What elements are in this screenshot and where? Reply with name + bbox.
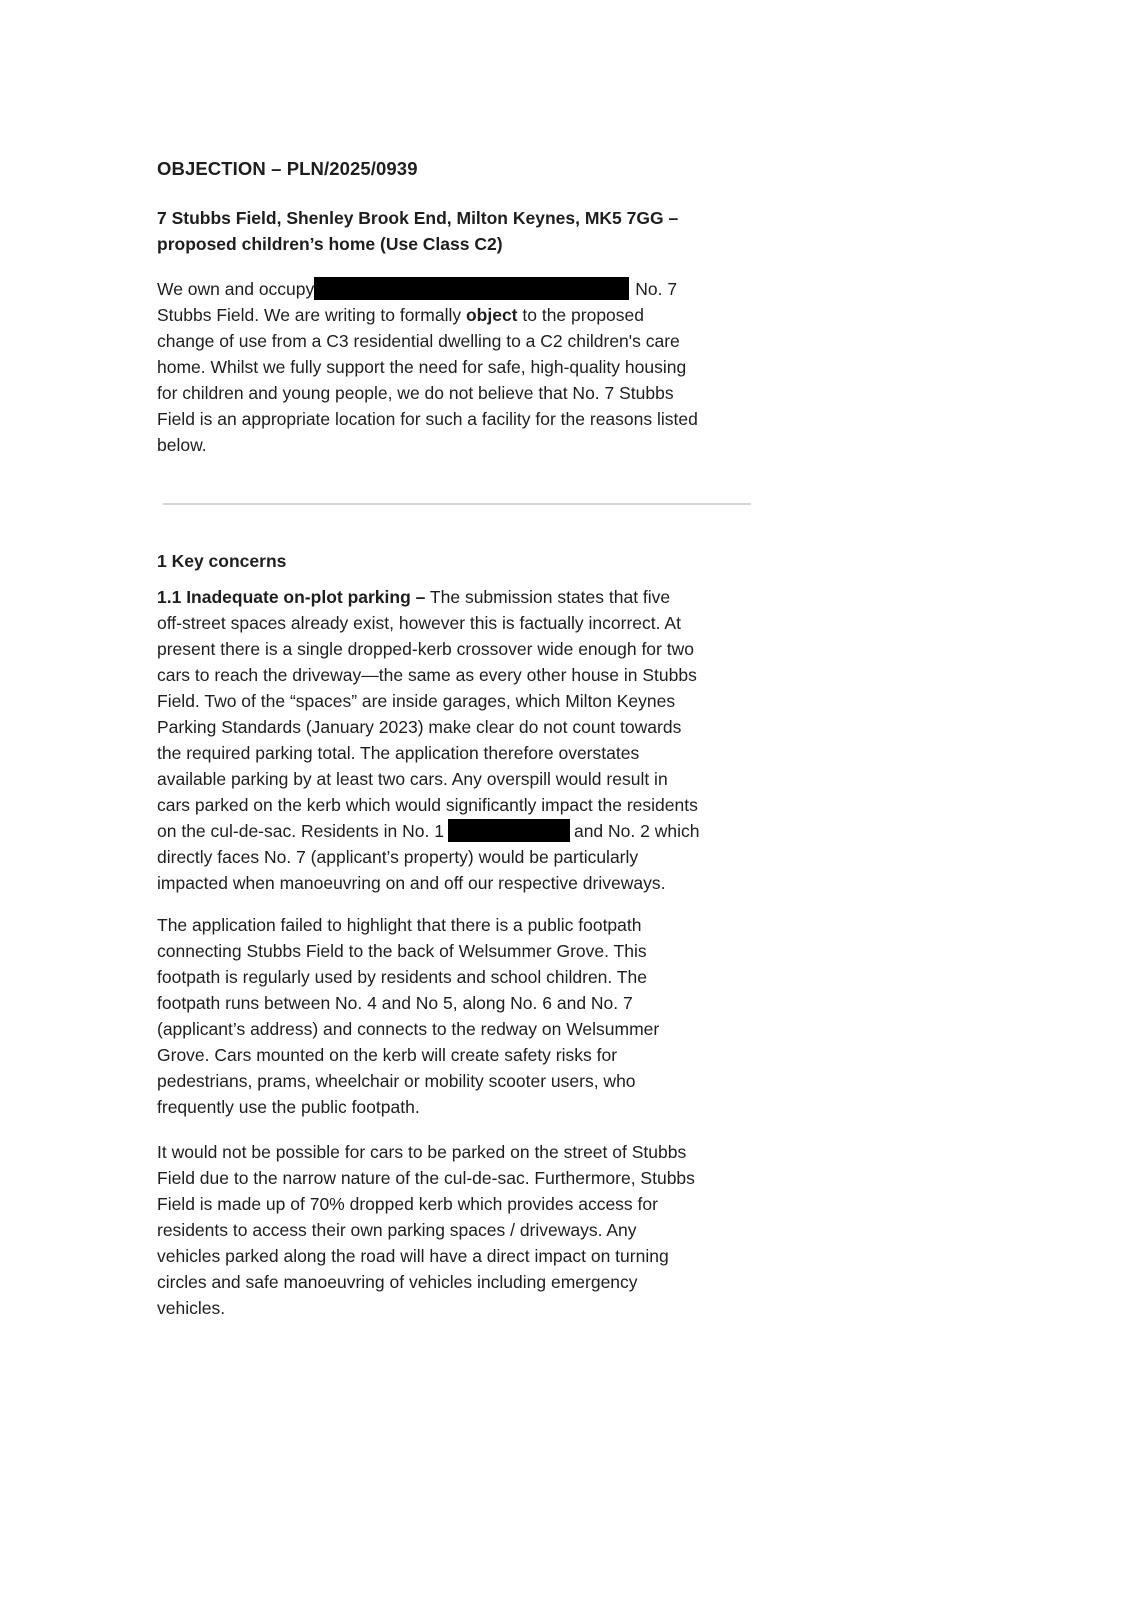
concern-title: 1.1 Inadequate on-plot parking – xyxy=(157,587,426,607)
object-emphasis: object xyxy=(465,305,518,325)
intro-line: for children and young people, we do not believe that No. 7 Stubbs xyxy=(157,383,674,403)
paragraph-line: cars to reach the driveway—the same as every other house in Stubbs xyxy=(157,665,697,685)
document-title: OBJECTION – PLN/2025/0939 xyxy=(157,158,418,179)
paragraph-line: (applicant’s address) and connects to the redway on Welsummer xyxy=(157,1019,660,1039)
intro-line: home. Whilst we fully support the need for safe, high-quality housing xyxy=(157,357,687,377)
paragraph-line: residents to access their own parking spaces / driveways. Any xyxy=(157,1220,637,1240)
paragraph-line: Field is made up of 70% dropped kerb which provides access for xyxy=(157,1194,658,1214)
paragraph-line: cars parked on the kerb which would significantly impact the residents xyxy=(157,795,698,815)
intro-text: Stubbs Field. We are writing to formally xyxy=(157,305,466,325)
paragraph-line: vehicles parked along the road will have a direct impact on turning xyxy=(157,1246,669,1266)
intro-text: We own and occupy xyxy=(157,279,315,299)
subtitle-line: 7 Stubbs Field, Shenley Brook End, Milton Keynes, MK5 7GG – xyxy=(157,208,679,228)
intro-line: change of use from a C3 residential dwelling to a C2 children's care xyxy=(157,331,680,351)
intro-text: to the proposed xyxy=(517,305,644,325)
paragraph-line: footpath is regularly used by residents and school children. The xyxy=(157,967,647,987)
concern-paragraph-footpath xyxy=(157,912,777,1120)
paragraph-text: on the cul-de-sac. Residents in No. 1 xyxy=(157,821,444,841)
paragraph-line: Field due to the narrow nature of the cul-de-sac. Furthermore, Stubbs xyxy=(157,1168,695,1188)
paragraph-line: directly faces No. 7 (applicant’s property) would be particularly xyxy=(157,847,639,867)
paragraph-line: Parking Standards (January 2023) make clear do not count towards xyxy=(157,717,682,737)
intro-text: No. 7 xyxy=(635,279,678,299)
paragraph-line: Grove. Cars mounted on the kerb will create safety risks for xyxy=(157,1045,618,1065)
paragraph-line: connecting Stubbs Field to the back of Welsummer Grove. This xyxy=(157,941,647,961)
intro-line: below. xyxy=(157,435,207,455)
intro-line: Field is an appropriate location for such a facility for the reasons listed xyxy=(157,409,698,429)
paragraph-line: It would not be possible for cars to be parked on the street of Stubbs xyxy=(157,1142,687,1162)
section-heading: 1 Key concerns xyxy=(157,551,287,571)
concern-text: The submission states that five xyxy=(425,587,671,607)
paragraph-line: off-street spaces already exist, however this is factually incorrect. At xyxy=(157,613,681,633)
paragraph-line: pedestrians, prams, wheelchair or mobility scooter users, who xyxy=(157,1071,636,1091)
subtitle-line: proposed children’s home (Use Class C2) xyxy=(157,234,503,254)
paragraph-line: circles and safe manoeuvring of vehicles including emergency xyxy=(157,1272,638,1292)
intro-paragraph xyxy=(157,276,777,458)
concern-paragraph-street xyxy=(157,1139,777,1321)
paragraph-line: available parking by at least two cars. Any overspill would result in xyxy=(157,769,668,789)
paragraph-line: vehicles. xyxy=(157,1298,226,1318)
paragraph-line: frequently use the public footpath. xyxy=(157,1097,420,1117)
document-subtitle xyxy=(157,205,777,257)
paragraph-line: present there is a single dropped-kerb crossover wide enough for two xyxy=(157,639,694,659)
paragraph-line: Field. Two of the “spaces” are inside garages, which Milton Keynes xyxy=(157,691,676,711)
paragraph-line: The application failed to highlight that there is a public footpath xyxy=(157,915,642,935)
concern-paragraph-parking xyxy=(157,584,777,896)
paragraph-line: footpath runs between No. 4 and No 5, along No. 6 and No. 7 xyxy=(157,993,633,1013)
paragraph-line: the required parking total. The application therefore overstates xyxy=(157,743,640,763)
paragraph-line: impacted when manoeuvring on and off our respective driveways. xyxy=(157,873,666,893)
paragraph-text: and No. 2 which xyxy=(573,821,700,841)
divider xyxy=(163,503,751,505)
redaction-block xyxy=(448,819,570,842)
redaction-block xyxy=(314,277,629,300)
